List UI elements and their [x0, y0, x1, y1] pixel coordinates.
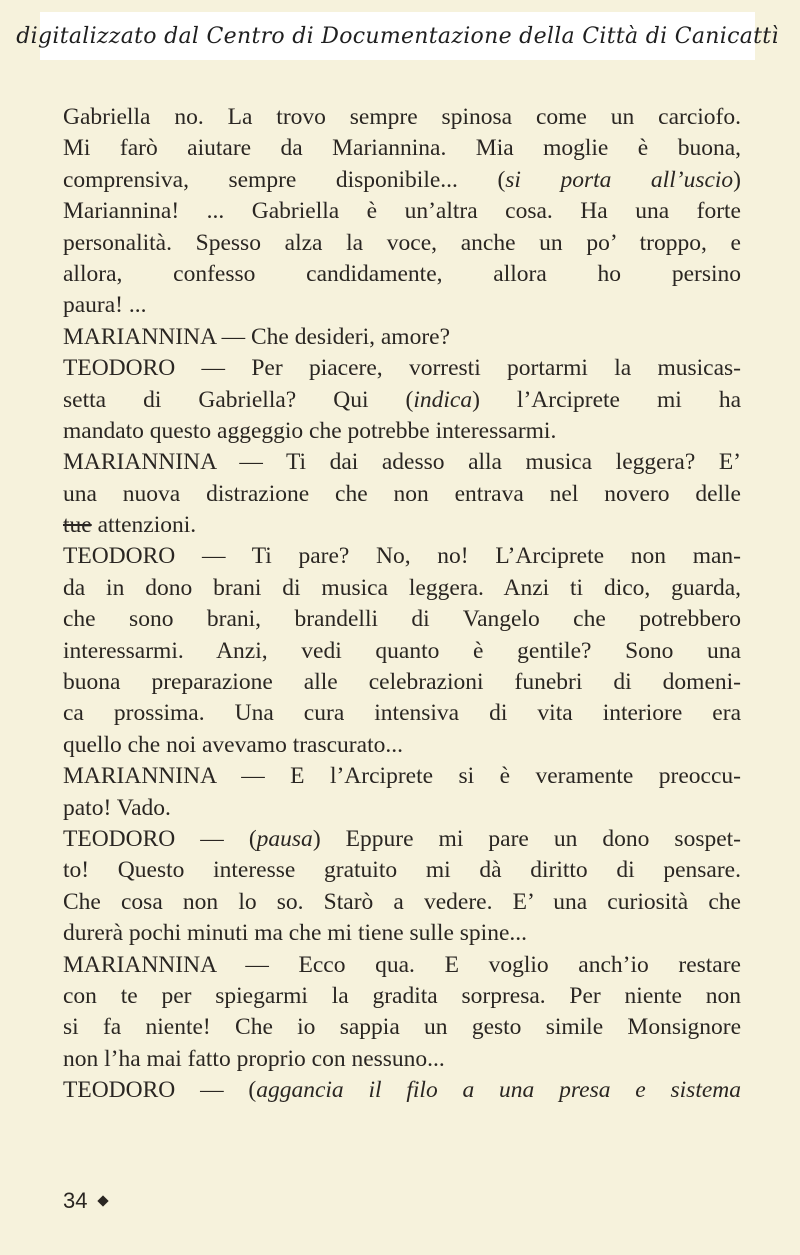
text-line: non l’ha mai fatto proprio con nessuno...	[63, 1045, 445, 1072]
text-line: una nuova distrazione che non entrava nel novero delle	[63, 480, 741, 507]
text-line: MARIANNINA — Ti dai adesso alla musica leggera? E’	[63, 449, 741, 476]
text-line: comprensiva, sempre disponibile... (si porta all’uscio)	[63, 166, 741, 193]
text-line: MARIANNINA — Ecco qua. E voglio anch’io restare	[63, 951, 741, 978]
text-line: interessarmi. Anzi, vedi quanto è gentile? Sono una	[63, 637, 741, 664]
text-line: da in dono brani di musica leggera. Anzi ti dico, guarda,	[63, 574, 741, 601]
text-line: mandato questo aggeggio che potrebbe interessarmi.	[63, 417, 557, 444]
text-line: Che cosa non lo so. Starò a vedere. E’ una curiosità che	[63, 888, 741, 915]
text-line: Gabriella no. La trovo sempre spinosa come un carciofo.	[63, 104, 741, 130]
text-line: Mariannina! ... Gabriella è un’altra cosa. Ha una forte	[63, 198, 741, 225]
diamond-ornament-icon	[98, 1195, 109, 1206]
text-line: durerà pochi minuti ma che mi tiene sulle spine...	[63, 920, 527, 947]
text-line: to! Questo interesse gratuito mi dà diritto di pensare.	[63, 857, 741, 884]
text-line: TEODORO — (aggancia il filo a una presa e sistema	[63, 1077, 741, 1104]
text-line: si fa niente! Che io sappia un gesto simile Monsignore	[63, 1014, 741, 1041]
text-line: allora, confesso candidamente, allora ho persino	[63, 260, 741, 287]
text-line: Mi farò aiutare da Mariannina. Mia moglie è buona,	[63, 135, 741, 162]
text-line: buona preparazione alle celebrazioni funebri di domeni-	[63, 669, 741, 696]
page-number: 34	[63, 1188, 88, 1213]
text-line: con te per spiegarmi la gradita sorpresa. Per niente non	[63, 982, 741, 1009]
page-footer	[63, 1188, 107, 1214]
text-line: quello che noi avevamo trascurato...	[63, 731, 403, 758]
text-line: paura! ...	[63, 292, 147, 319]
text-line: che sono brani, brandelli di Vangelo che potrebbero	[63, 606, 741, 633]
text-line: pato! Vado.	[63, 794, 171, 821]
digitization-watermark-banner	[16, 12, 779, 60]
text-line: TEODORO — (pausa) Eppure mi pare un dono sospet-	[63, 825, 741, 852]
text-line: tue attenzioni.	[63, 512, 197, 539]
text-line: TEODORO — Ti pare? No, no! L’Arciprete non man-	[63, 543, 741, 570]
text-line: TEODORO — Per piacere, vorresti portarmi la musicas-	[63, 355, 741, 382]
text-line: ca prossima. Una cura intensiva di vita interiore era	[63, 700, 741, 727]
text-line: MARIANNINA — Che desideri, amore?	[63, 323, 451, 350]
text-line: setta di Gabriella? Qui (indica) l’Arciprete mi ha	[63, 386, 741, 413]
text-line: personalità. Spesso alza la voce, anche un po’ troppo, e	[63, 229, 741, 256]
digitization-watermark-text: digitalizzato dal Centro di Documentazione della Città di Canicattì	[16, 23, 779, 49]
page-text-body	[63, 102, 741, 1107]
text-line: MARIANNINA — E l’Arciprete si è veramente preoccu-	[63, 763, 741, 790]
